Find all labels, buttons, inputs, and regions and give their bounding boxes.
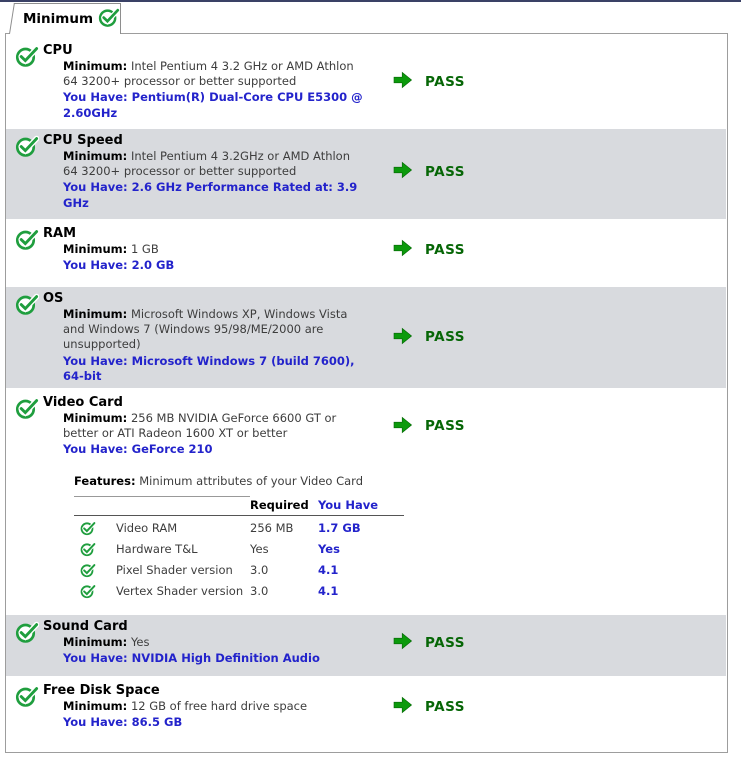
minimum-label: Minimum: xyxy=(63,307,128,321)
features-caption xyxy=(74,474,726,488)
pass-arrow-icon xyxy=(393,326,413,349)
features-caption-text: Minimum attributes of your Video Card xyxy=(139,473,364,488)
os-status-badge: PASS xyxy=(425,329,465,346)
you-have-label: You Have: xyxy=(63,651,128,666)
tab-minimum[interactable] xyxy=(9,3,121,34)
feature-you-have-value: 4.1 xyxy=(318,583,339,598)
sound-card-you-have-value: NVIDIA High Definition Audio xyxy=(131,651,320,666)
feature-name: Pixel Shader version xyxy=(116,562,233,577)
requirement-section-sound-card xyxy=(6,615,726,676)
minimum-label: Minimum: xyxy=(63,699,128,713)
minimum-label: Minimum: xyxy=(63,59,128,73)
os-pass-check-icon xyxy=(15,292,39,316)
ram-status-badge: PASS xyxy=(425,241,465,258)
free-disk-space-you-have-value: 86.5 GB xyxy=(131,715,183,730)
feature-you-have-value: 4.1 xyxy=(318,562,339,577)
video-card-status-badge: PASS xyxy=(425,418,465,435)
sound-card-minimum-value: Yes xyxy=(130,635,150,649)
you-have-label: You Have: xyxy=(63,90,128,105)
requirements-panel xyxy=(5,33,728,753)
features-header-spacer xyxy=(108,496,250,516)
feature-required-value: 3.0 xyxy=(250,562,269,577)
you-have-label: You Have: xyxy=(63,353,128,368)
free-disk-space-pass-check-icon xyxy=(15,684,39,708)
you-have-label: You Have: xyxy=(63,715,128,730)
os-title: OS xyxy=(43,291,64,306)
feature-check-icon xyxy=(74,519,108,537)
minimum-label: Minimum: xyxy=(63,635,128,649)
feature-check-icon xyxy=(74,582,108,600)
you-have-label: You Have: xyxy=(63,258,128,273)
you-have-label: You Have: xyxy=(63,442,128,457)
tab-minimum-label: Minimum xyxy=(23,10,94,27)
free-disk-space-status-badge: PASS xyxy=(425,698,465,715)
requirement-section-os xyxy=(6,287,726,388)
minimum-label: Minimum: xyxy=(63,411,128,425)
minimum-label: Minimum: xyxy=(63,242,128,256)
minimum-label: Minimum: xyxy=(63,149,128,163)
feature-you-have-value: Yes xyxy=(318,541,340,556)
feature-required-value: 256 MB xyxy=(250,520,294,535)
features-column-you-have: You Have xyxy=(318,496,404,516)
cpu-pass-check-icon xyxy=(15,44,39,68)
requirement-section-cpu-speed xyxy=(6,129,726,219)
feature-name: Video RAM xyxy=(116,520,178,535)
feature-you-have-value: 1.7 GB xyxy=(318,520,361,535)
free-disk-space-minimum-value: 12 GB of free hard drive space xyxy=(130,699,308,713)
features-header-spacer xyxy=(74,496,108,516)
requirement-section-free-disk-space xyxy=(6,679,726,747)
ram-you-have-value: 2.0 GB xyxy=(131,258,175,273)
feature-name: Hardware T&L xyxy=(116,541,198,556)
cpu-speed-status-badge: PASS xyxy=(425,163,465,180)
pass-arrow-icon xyxy=(393,695,413,718)
video-card-minimum-value: 256 MB NVIDIA GeForce 6600 GT or better or ATI Radeon 1600 XT or better xyxy=(63,411,337,441)
features-table xyxy=(74,496,404,600)
features-label: Features: xyxy=(74,473,136,488)
features-column-required: Required xyxy=(250,496,318,516)
cpu-speed-you-have-value: 2.6 GHz Performance Rated at: 3.9 GHz xyxy=(63,180,358,210)
cpu-you-have-value: Pentium(R) Dual-Core CPU E5300 @ 2.60GHz xyxy=(63,90,363,120)
tab-pass-check-icon xyxy=(98,6,120,31)
ram-minimum-value: 1 GB xyxy=(130,242,159,256)
os-you-have-value: Microsoft Windows 7 (build 7600), 64-bit xyxy=(63,353,355,383)
video-card-you-have-value: GeForce 210 xyxy=(131,442,213,457)
sound-card-pass-check-icon xyxy=(15,620,39,644)
requirement-section-ram xyxy=(6,222,726,284)
pass-arrow-icon xyxy=(393,415,413,438)
cpu-speed-title: CPU Speed xyxy=(43,133,123,148)
pass-arrow-icon xyxy=(393,70,413,93)
cpu-minimum-value: Intel Pentium 4 3.2 GHz or AMD Athlon 64 3200+ processor or better supported xyxy=(63,59,354,89)
pass-arrow-icon xyxy=(393,238,413,261)
video-card-title: Video Card xyxy=(43,395,123,410)
feature-required-value: Yes xyxy=(250,541,269,556)
ram-pass-check-icon xyxy=(15,227,39,251)
tab-bar xyxy=(0,0,741,33)
free-disk-space-title: Free Disk Space xyxy=(43,683,160,698)
you-have-label: You Have: xyxy=(63,180,128,195)
feature-name: Vertex Shader version xyxy=(116,583,244,598)
cpu-title: CPU xyxy=(43,43,73,58)
pass-arrow-icon xyxy=(393,160,413,183)
cpu-speed-minimum-value: Intel Pentium 4 3.2GHz or AMD Athlon 64 3200+ processor or better supported xyxy=(63,149,351,179)
video-card-pass-check-icon xyxy=(15,396,39,420)
requirement-section-video-card xyxy=(6,391,726,612)
cpu-speed-pass-check-icon xyxy=(15,134,39,158)
os-minimum-value: Microsoft Windows XP, Windows Vista and Windows 7 (Windows 95/98/ME/2000 are unsupported) xyxy=(63,307,348,352)
video-card-features xyxy=(74,474,726,600)
sound-card-title: Sound Card xyxy=(43,619,128,634)
cpu-status-badge: PASS xyxy=(425,73,465,90)
sound-card-status-badge: PASS xyxy=(425,634,465,651)
feature-check-icon xyxy=(74,561,108,579)
feature-check-icon xyxy=(74,540,108,558)
ram-title: RAM xyxy=(43,226,77,241)
pass-arrow-icon xyxy=(393,631,413,654)
requirement-section-cpu xyxy=(6,39,726,126)
feature-required-value: 3.0 xyxy=(250,583,269,598)
